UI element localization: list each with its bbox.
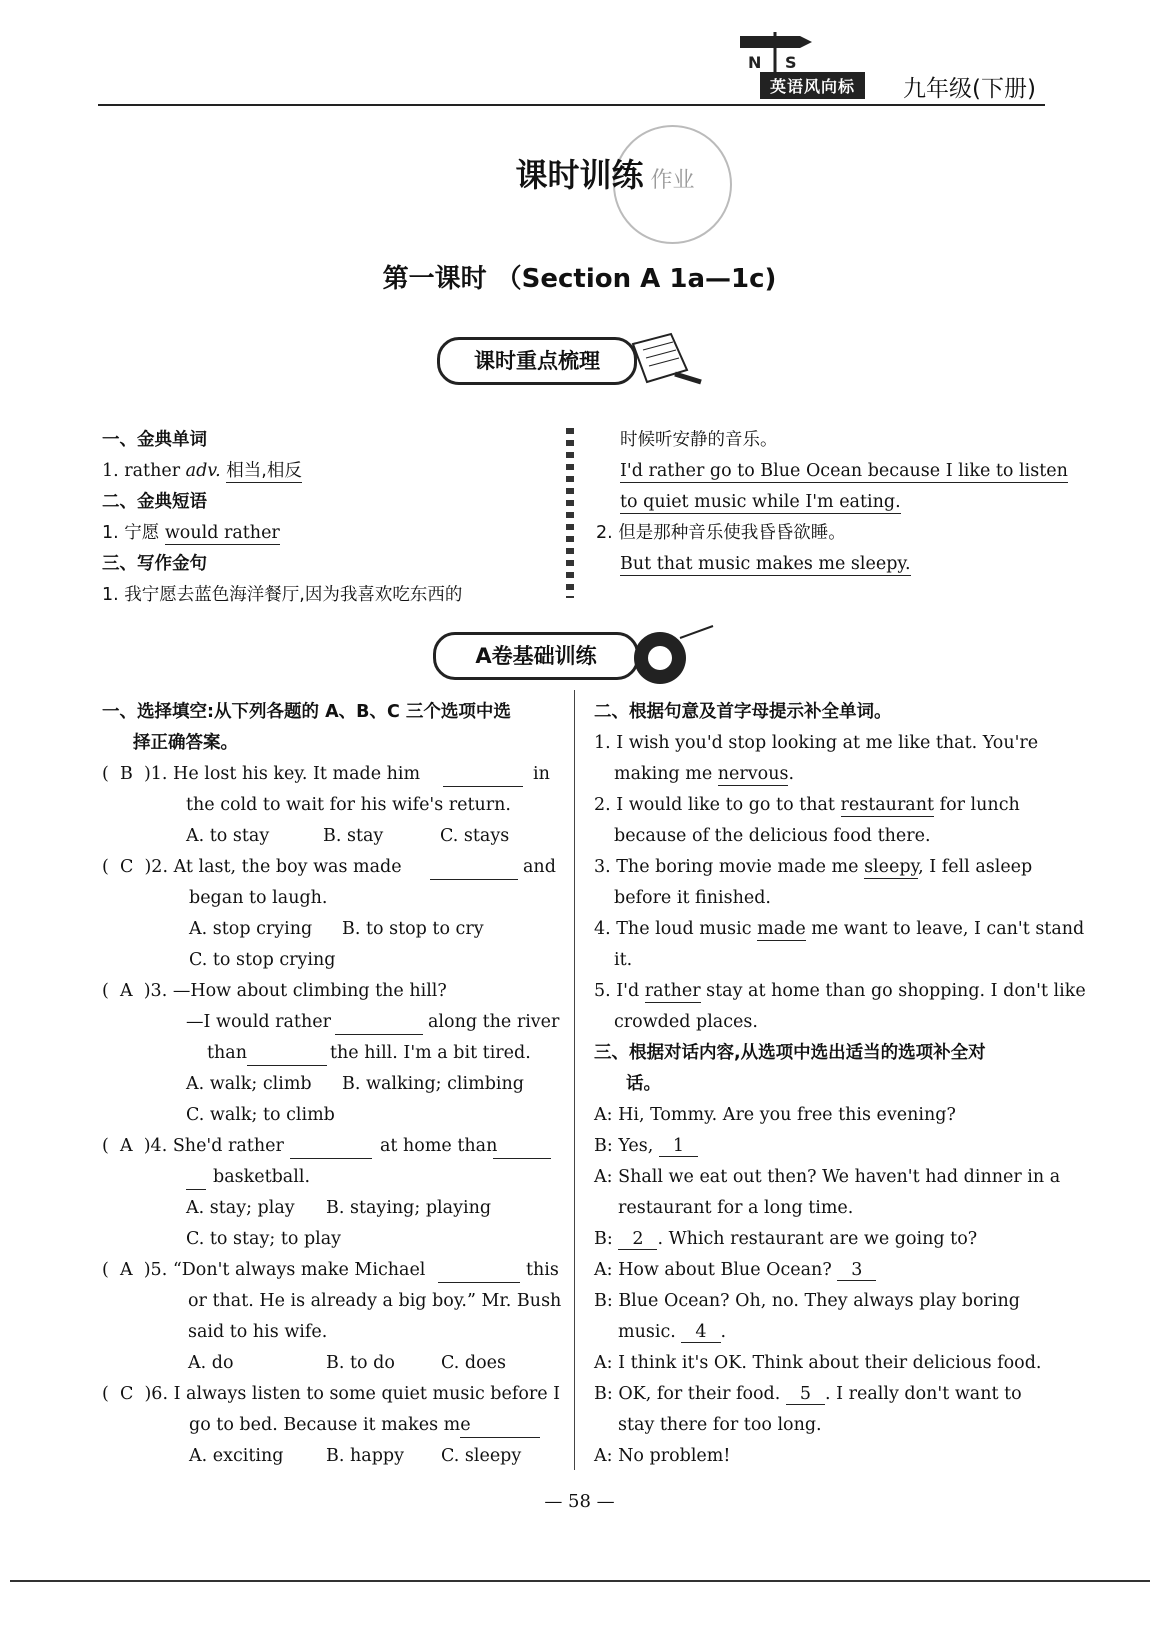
s1-heading-words: 一、金典单词 <box>102 430 207 450</box>
dialog-6b-text: music. <box>618 1322 682 1342</box>
s1-heading-sentences: 三、写作金句 <box>102 554 207 574</box>
q4-line-2: basketball. <box>213 1167 311 1187</box>
basic-training-banner-label: A卷基础训练 <box>475 644 597 668</box>
r1-line-2: making me nervous. <box>614 764 795 784</box>
q4-stem: )4. She'd rather <box>143 1136 284 1156</box>
s1-word-1-answer: 相当,相反 <box>226 461 302 481</box>
dialog-6b: music. 4 . <box>618 1322 727 1342</box>
column-divider <box>574 690 575 1470</box>
q2-stem-end: and <box>523 857 556 877</box>
q3-line-1: ( A )3. —How about climbing the hill? <box>102 981 447 1001</box>
r3-text-a: 3. The boring movie made me <box>594 857 865 877</box>
r2-answer: restaurant <box>840 795 935 815</box>
s1-phrase-1-text: 1. 宁愿 <box>102 523 165 543</box>
key-points-banner <box>437 337 637 385</box>
r5-text-b: stay at home than go shopping. I don't like <box>700 981 1086 1001</box>
q6-blank <box>460 1419 540 1438</box>
key-points-banner-label: 课时重点梳理 <box>474 349 600 373</box>
q2-line-1: ( C )2. At last, the boy was made <box>102 857 402 877</box>
r1-line-1: 1. I wish you'd stop looking at me like that. You're <box>594 733 1039 753</box>
q5-option-c: C. does <box>441 1353 506 1373</box>
notebook-icon <box>625 330 705 394</box>
part1-heading-a: 一、选择填空:从下列各题的 A、B、C 三个选项中选 <box>102 702 511 722</box>
s1-sentence-1-answer-b <box>620 490 901 514</box>
q1-option-b: B. stay <box>323 826 384 846</box>
dialog-blank-3: 3 <box>837 1260 876 1281</box>
dialog-4 <box>594 1227 977 1251</box>
dialog-2 <box>594 1134 698 1158</box>
q5-option-b: B. to do <box>326 1353 395 1373</box>
svg-text:S: S <box>785 53 797 72</box>
s1-word-1-pos: adv. <box>185 461 221 481</box>
q2-option-c: C. to stop crying <box>189 950 336 970</box>
q3-option-c: C. walk; to climb <box>186 1105 335 1125</box>
q5-stem-end: this <box>526 1260 559 1280</box>
divider-ornament <box>566 428 574 598</box>
dialog-blank-1: 1 <box>659 1136 698 1157</box>
r2-text-a: 2. I would like to go to that <box>594 795 841 815</box>
r3-line-2: before it finished. <box>614 888 771 908</box>
dialog-blank-5: 5 <box>786 1384 825 1405</box>
r5-line-1 <box>594 979 1086 1003</box>
q4-option-c: C. to stay; to play <box>186 1229 342 1249</box>
r2-line-2: because of the delicious food there. <box>614 826 931 846</box>
tire-icon <box>625 618 715 692</box>
dialog-7: A: I think it's OK. Think about their delicious food. <box>594 1353 1042 1373</box>
q2-stem: )2. At last, the boy was made <box>144 857 402 877</box>
s1-sentence-1-answer-a-text: I'd rather go to Blue Ocean because I like to listen <box>620 461 1068 481</box>
q6-stem: )6. I always listen to some quiet music before I <box>144 1384 561 1404</box>
r1-answer: nervous <box>717 764 789 784</box>
s1-sentence-1-cn-b: 时候听安静的音乐。 <box>620 430 778 450</box>
dialog-6a: B: Blue Ocean? Oh, no. They always play boring <box>594 1291 1020 1311</box>
q5-line-1: ( A )5. “Don't always make Michael <box>102 1260 426 1280</box>
q3-stem: )3. —How about climbing the hill? <box>143 981 447 1001</box>
footer-rule <box>10 1580 1150 1582</box>
r5-line-2: crowded places. <box>614 1012 758 1032</box>
q6-answer: C <box>119 1384 134 1404</box>
q3-blank-1 <box>335 1016 423 1035</box>
q1-option-c: C. stays <box>440 826 510 846</box>
q4-blank-2-cont <box>186 1171 206 1190</box>
q6-option-b: B. happy <box>326 1446 404 1466</box>
brand-logo <box>730 28 820 72</box>
q1-blank <box>443 768 523 787</box>
dialog-2-text: B: Yes, <box>594 1136 659 1156</box>
q2-option-a: A. stop crying <box>189 919 313 939</box>
q4-line-1b: at home than <box>380 1136 498 1156</box>
s1-phrase-1-answer: would rather <box>164 523 280 543</box>
grade-label: 九年级(下册) <box>903 76 1036 102</box>
q4-option-a: A. stay; play <box>186 1198 295 1218</box>
q3-line-3b: the hill. I'm a bit tired. <box>330 1043 531 1063</box>
q6-option-a: A. exciting <box>189 1446 284 1466</box>
s1-sentence-1-answer-a <box>620 459 1068 483</box>
part3-heading-b: 话。 <box>626 1074 661 1094</box>
r4-text-a: 4. The loud music <box>594 919 758 939</box>
q4-blank-1 <box>290 1140 372 1159</box>
q5-blank <box>438 1264 520 1283</box>
q6-line-1: ( C )6. I always listen to some quiet music before I <box>102 1384 561 1404</box>
header-rule <box>98 104 1045 106</box>
stamp-icon: 作业 <box>613 125 732 244</box>
dialog-9: A: No problem! <box>594 1446 731 1466</box>
s1-sentence-1-answer-b-text: to quiet music while I'm eating. <box>620 492 901 512</box>
dialog-5-text: A: How about Blue Ocean? <box>594 1260 838 1280</box>
q4-option-b: B. staying; playing <box>326 1198 492 1218</box>
r3-text-b: , I fell asleep <box>918 857 1033 877</box>
dialog-blank-4: 4 <box>681 1322 720 1343</box>
q4-line-1a: ( A )4. She'd rather <box>102 1136 284 1156</box>
q3-line-2b: along the river <box>428 1012 560 1032</box>
r4-answer: made <box>757 919 806 939</box>
q3-answer: A <box>119 981 133 1001</box>
q6-option-c: C. sleepy <box>441 1446 522 1466</box>
q1-line-2: the cold to wait for his wife's return. <box>186 795 511 815</box>
q5-answer: A <box>119 1260 133 1280</box>
s1-sentence-2-answer <box>620 552 911 576</box>
r4-line-1 <box>594 917 1084 941</box>
r2-line-1 <box>594 793 1020 817</box>
q2-line-2: began to laugh. <box>189 888 328 908</box>
s1-phrase-1 <box>102 521 280 545</box>
q2-option-b: B. to stop to cry <box>342 919 484 939</box>
q3-line-3a: than <box>207 1043 248 1063</box>
q2-answer: C <box>119 857 134 877</box>
r3-answer: sleepy <box>864 857 919 877</box>
dialog-8a <box>594 1382 1022 1406</box>
part1-heading-b: 择正确答案。 <box>133 733 238 753</box>
q2-blank <box>430 861 518 880</box>
s1-sentence-2-answer-text: But that music makes me sleepy. <box>620 554 911 574</box>
dialog-3a: A: Shall we eat out then? We haven't had dinner in a <box>594 1167 1061 1187</box>
q1-stem: )1. He lost his key. It made him <box>143 764 421 784</box>
s1-word-1-text: 1. rather <box>102 461 186 481</box>
q4-blank-2 <box>493 1140 551 1159</box>
r5-text-a: 5. I'd <box>594 981 645 1001</box>
lesson-subtitle: 第一课时 （Section A 1a—1c) <box>382 264 777 294</box>
page-number: — 58 — <box>544 1491 615 1512</box>
part2-heading: 二、根据句意及首字母提示补全单词。 <box>594 702 892 722</box>
r4-text-b: me want to leave, I can't stand <box>805 919 1085 939</box>
dialog-5 <box>594 1258 876 1282</box>
q1-line-1: ( B )1. He lost his key. It made him <box>102 764 421 784</box>
brand-badge: 英语风向标 <box>760 72 865 99</box>
q3-option-b: B. walking; climbing <box>342 1074 524 1094</box>
dialog-blank-2: 2 <box>618 1229 657 1250</box>
q3-option-a: A. walk; climb <box>186 1074 312 1094</box>
dialog-8-text-b: . I really don't want to <box>825 1384 1022 1404</box>
page-title: 课时训练 <box>515 156 644 194</box>
dialog-1: A: Hi, Tommy. Are you free this evening? <box>594 1105 956 1125</box>
q3-line-2a: —I would rather <box>186 1012 331 1032</box>
q6-line-2: go to bed. Because it makes me <box>189 1415 471 1435</box>
r4-line-2: it. <box>614 950 633 970</box>
s1-sentence-2-cn: 2. 但是那种音乐使我昏昏欲睡。 <box>596 523 846 543</box>
dialog-3b: restaurant for a long time. <box>618 1198 854 1218</box>
q5-stem: )5. “Don't always make Michael <box>143 1260 426 1280</box>
q3-blank-2 <box>247 1047 327 1066</box>
dialog-8-text-a: B: OK, for their food. <box>594 1384 786 1404</box>
q5-line-3: said to his wife. <box>188 1322 328 1342</box>
svg-text:N: N <box>748 53 762 72</box>
dialog-4-text-b: . Which restaurant are we going to? <box>657 1229 978 1249</box>
part3-heading-a: 三、根据对话内容,从选项中选出适当的选项补全对 <box>594 1043 986 1063</box>
r3-line-1 <box>594 855 1032 879</box>
q4-answer: A <box>119 1136 133 1156</box>
q1-answer: B <box>119 764 133 784</box>
s1-heading-phrases: 二、金典短语 <box>102 492 207 512</box>
q1-stem-end: in <box>533 764 550 784</box>
q1-option-a: A. to stay <box>186 826 270 846</box>
s1-sentence-1-cn-a: 1. 我宁愿去蓝色海洋餐厅,因为我喜欢吃东西的 <box>102 585 463 605</box>
s1-word-1 <box>102 459 302 483</box>
dialog-4-text-a: B: <box>594 1229 619 1249</box>
r5-answer: rather <box>644 981 701 1001</box>
r2-text-b: for lunch <box>934 795 1020 815</box>
basic-training-banner <box>433 632 639 680</box>
q5-line-2: or that. He is already a big boy.” Mr. Bush <box>188 1291 562 1311</box>
q5-option-a: A. do <box>188 1353 234 1373</box>
dialog-8b: stay there for too long. <box>618 1415 822 1435</box>
r1-text: making me <box>614 764 718 784</box>
